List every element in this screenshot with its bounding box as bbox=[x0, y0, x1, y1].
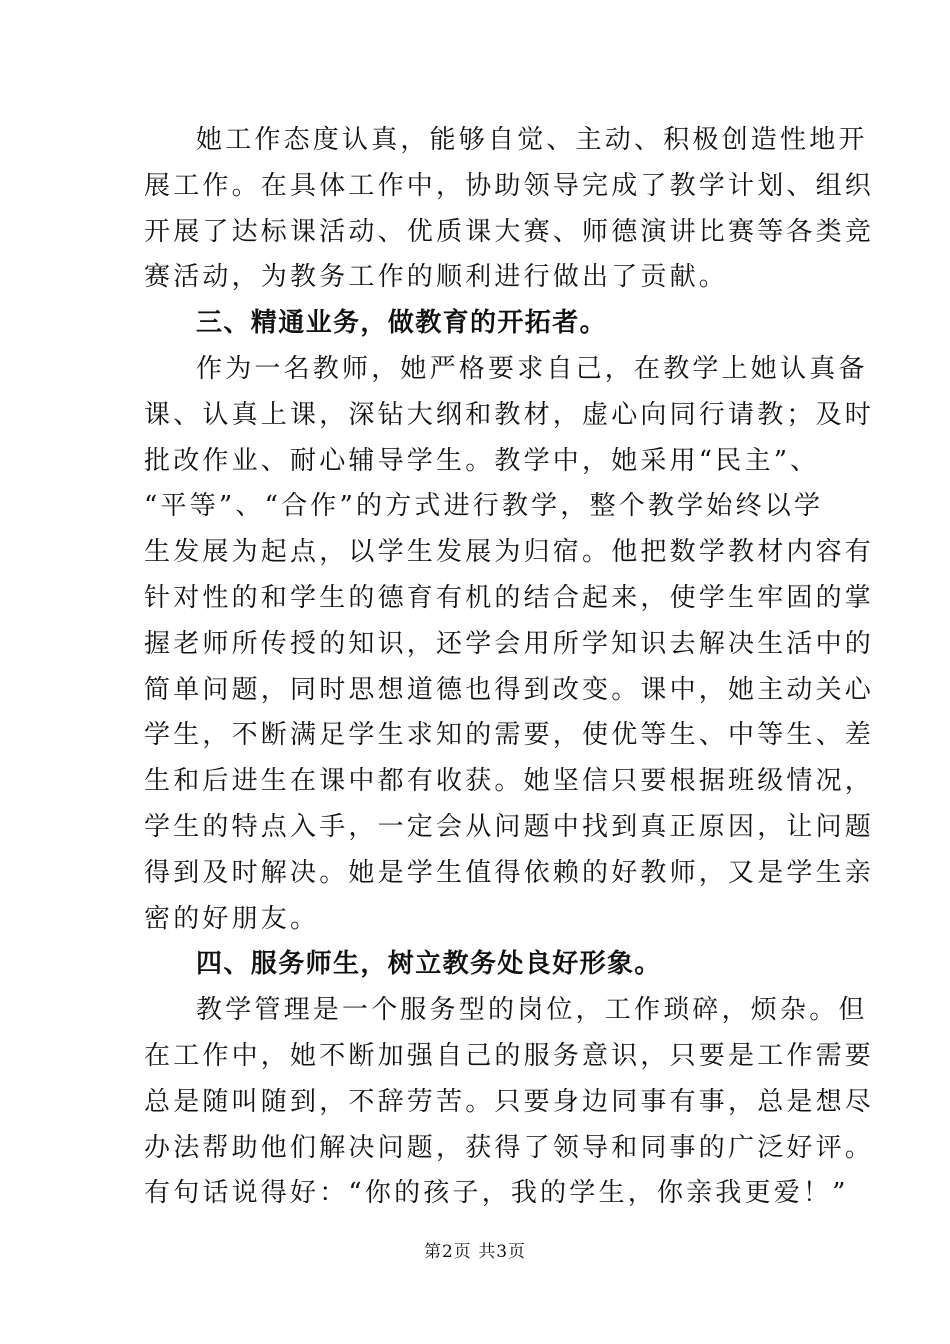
page-footer: 第2页 共3页 bbox=[423, 1242, 527, 1262]
paragraph-line: 开展了达标课活动、优质课大赛、师德演讲比赛等各类竞 bbox=[144, 216, 875, 247]
paragraph-line: 在工作中，她不断加强自己的服务意识，只要是工作需要 bbox=[144, 1040, 875, 1071]
paragraph-line: 作为一名教师，她严格要求自己，在教学上她认真备 bbox=[196, 353, 868, 384]
paragraph-line: 办法帮助他们解决问题，获得了领导和同事的广泛好评。 bbox=[144, 1132, 875, 1163]
paragraph-line: 有句话说得好：“你的孩子，我的学生，你亲我更爱！” bbox=[144, 1178, 849, 1209]
paragraph-line: 课、认真上课，深钻大纲和教材，虚心向同行请教；及时 bbox=[144, 399, 875, 430]
paragraph-line: 她工作态度认真，能够自觉、主动、积极创造性地开 bbox=[196, 125, 868, 155]
paragraph-line: 学生，不断满足学生求知的需要，使优等生、中等生、差 bbox=[144, 720, 875, 751]
paragraph-line: 针对性的和学生的德育有机的结合起来，使学生牢固的掌 bbox=[144, 582, 875, 613]
paragraph-line: 批改作业、耐心辅导学生。教学中，她采用“民主”、 bbox=[144, 445, 820, 476]
paragraph-line: “平等”、“合作”的方式进行教学，整个教学始终以学 bbox=[144, 491, 824, 522]
paragraph-line: 教学管理是一个服务型的岗位，工作琐碎，烦杂。但 bbox=[196, 995, 868, 1026]
paragraph-line: 生和后进生在课中都有收获。她坚信只要根据班级情况， bbox=[144, 766, 875, 797]
paragraph-line: 生发展为起点，以学生发展为归宿。他把数学教材内容有 bbox=[144, 537, 875, 568]
document-body bbox=[144, 118, 875, 1217]
section-heading: 三、精通业务，做教育的开拓者。 bbox=[196, 308, 608, 339]
paragraph-line: 学生的特点入手，一定会从问题中找到真正原因，让问题 bbox=[144, 811, 875, 842]
paragraph-line: 赛活动，为教务工作的顺利进行做出了贡献。 bbox=[144, 262, 729, 293]
paragraph-line: 展工作。在具体工作中，协助领导完成了教学计划、组织 bbox=[144, 170, 875, 201]
paragraph-line: 密的好朋友。 bbox=[144, 903, 320, 934]
paragraph-line: 握老师所传授的知识，还学会用所学知识去解决生活中的 bbox=[144, 628, 875, 659]
paragraph-line: 简单问题，同时思想道德也得到改变。课中，她主动关心 bbox=[144, 674, 875, 705]
section-heading: 四、服务师生，树立教务处良好形象。 bbox=[196, 949, 662, 980]
paragraph-line: 总是随叫随到，不辞劳苦。只要身边同事有事，总是想尽 bbox=[144, 1086, 875, 1117]
paragraph-line: 得到及时解决。她是学生值得依赖的好教师，又是学生亲 bbox=[144, 857, 875, 888]
